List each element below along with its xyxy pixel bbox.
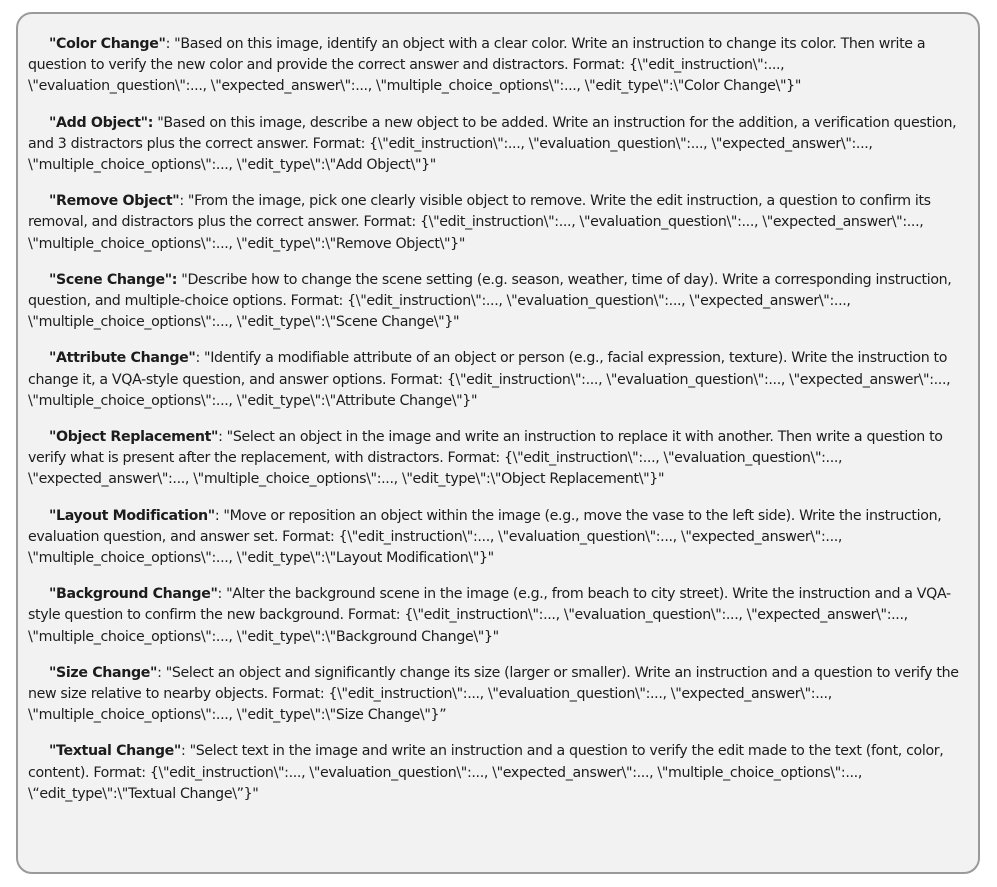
prompt-templates-panel	[16, 12, 980, 874]
entry-text: "Based on this image, describe a new object to be added. Write an instruction for the addition, a verification question, and 3 distractors plus the correct answer. Format: {\"edit_instruction\":..., \"evaluation_question\":..., \"expected_answer\":..., \"multiple_choice_options\":..., \"edit_type\":\"Add Object\"}"	[28, 114, 957, 174]
entry-title: "Background Change"	[49, 586, 218, 603]
entry-object-replacement	[28, 427, 962, 491]
entry-add-object	[28, 113, 962, 177]
entry-separator: :	[157, 664, 166, 681]
entry-size-change	[28, 663, 962, 727]
entry-text: "From the image, pick one clearly visible object to remove. Write the edit instruction, a question to confirm its removal, and distractors plus the correct answer. Format: {\"edit_instruction\":..., \"evaluation_question\":..., \"expected_answer\":..., \"multiple_choice_options\":..., \"edit_type\":\"Remove Object\"}"	[28, 193, 931, 252]
entry-layout-modification	[28, 506, 962, 570]
entry-scene-change	[28, 270, 962, 334]
entry-separator: :	[214, 507, 224, 524]
entry-color-change	[28, 34, 962, 98]
entry-separator: :	[179, 193, 188, 210]
entry-text: "Move or reposition an object within the image (e.g., move the vase to the left side). Write the instruction, evaluation question, and answer set. Format: {\"edit_instruction\":..., \"evaluation_question\":..., \"expected_answer\":..., \"multiple_choice_options\":..., \"edit_type\":\"Layout Modification\"}"	[28, 507, 942, 567]
entry-title: "Size Change"	[49, 664, 158, 681]
entry-text: "Select an object in the image and write an instruction to replace it with another. Then write a question to verify what is present after the replacement, with distractors. Format: {\"edit_instruction\":..., \"evaluation_question\":..., \"expected_answer\":..., \"multiple_choice_options\":..., \"edit_type\":\"Object Replacement\"}"	[28, 429, 943, 488]
entry-text: "Identify a modifiable attribute of an object or person (e.g., facial expression, texture). Write the instruction to change it, a VQA-style question, and answer options. Format: {\"edit_instruction\":..., \"evaluation_question\":..., \"expected_answer\":..., \"multiple_choice_options\":..., \"edit_type\":\"Attribute Change\"}"	[28, 350, 951, 409]
entry-title: "Remove Object"	[49, 193, 180, 210]
entry-title: "Attribute Change"	[49, 350, 196, 367]
entry-title: "Layout Modification"	[49, 507, 215, 524]
entry-separator: :	[195, 350, 205, 367]
entry-title: "Object Replacement"	[49, 429, 219, 446]
entry-title: "Scene Change":	[49, 271, 178, 288]
entry-attribute-change	[28, 348, 962, 412]
entry-title: "Color Change"	[49, 36, 166, 52]
entry-background-change	[28, 584, 962, 648]
entry-title: "Add Object":	[49, 114, 154, 131]
entry-text: "Alter the background scene in the image (e.g., from beach to city street). Write the instruction and a VQA-style question to confirm the new background. Format: {\"edit_instruction\":..., \"evaluation_question\":..., \"expected_answer\":..., \"multiple_choice_options\":..., \"edit_type\":\"Background Change\"}"	[28, 586, 951, 645]
entry-text: "Based on this image, identify an object with a clear color. Write an instruction to change its color. Then write a question to verify the new color and provide the correct answer and distractors. Format: {\"edit_instruction\":..., \"evaluation_question\":..., \"expected_answer\":..., \"multiple_choice_options\":..., \"edit_type\":\"Color Change\"}"	[28, 36, 926, 95]
entry-title: "Textual Change"	[49, 743, 181, 760]
entry-separator: :	[218, 429, 227, 446]
entry-text: "Select text in the image and write an instruction and a question to verify the edit made to the text (font, color, content). Format: {\"edit_instruction\":..., \"evaluation_question\":..., \"expected_answer\":..., \"multiple_choice_options\":..., \“edit_type\":\"Textual Change\”}"	[28, 743, 944, 802]
entry-remove-object	[28, 191, 962, 255]
entry-separator: :	[165, 36, 175, 52]
entry-separator: :	[217, 586, 227, 603]
entry-textual-change	[28, 741, 962, 805]
entry-text: "Select an object and significantly change its size (larger or smaller). Write an instruction and a question to verify the new size relative to nearby objects. Format: {\"edit_instruction\":..., \"evaluation_question\":..., \"expected_answer\":..., \"multiple_choice_options\":..., \"edit_type\":\"Size Change\"}”	[28, 664, 959, 724]
entry-text: "Describe how to change the scene setting (e.g. season, weather, time of day). Write a corresponding instruction, question, and multiple-choice options. Format: {\"edit_instruction\":..., \"evaluation_question\":..., \"expected_answer\":..., \"multiple_choice_options\":..., \"edit_type\":\"Scene Change\"}"	[28, 271, 952, 331]
entry-separator: :	[180, 743, 190, 760]
